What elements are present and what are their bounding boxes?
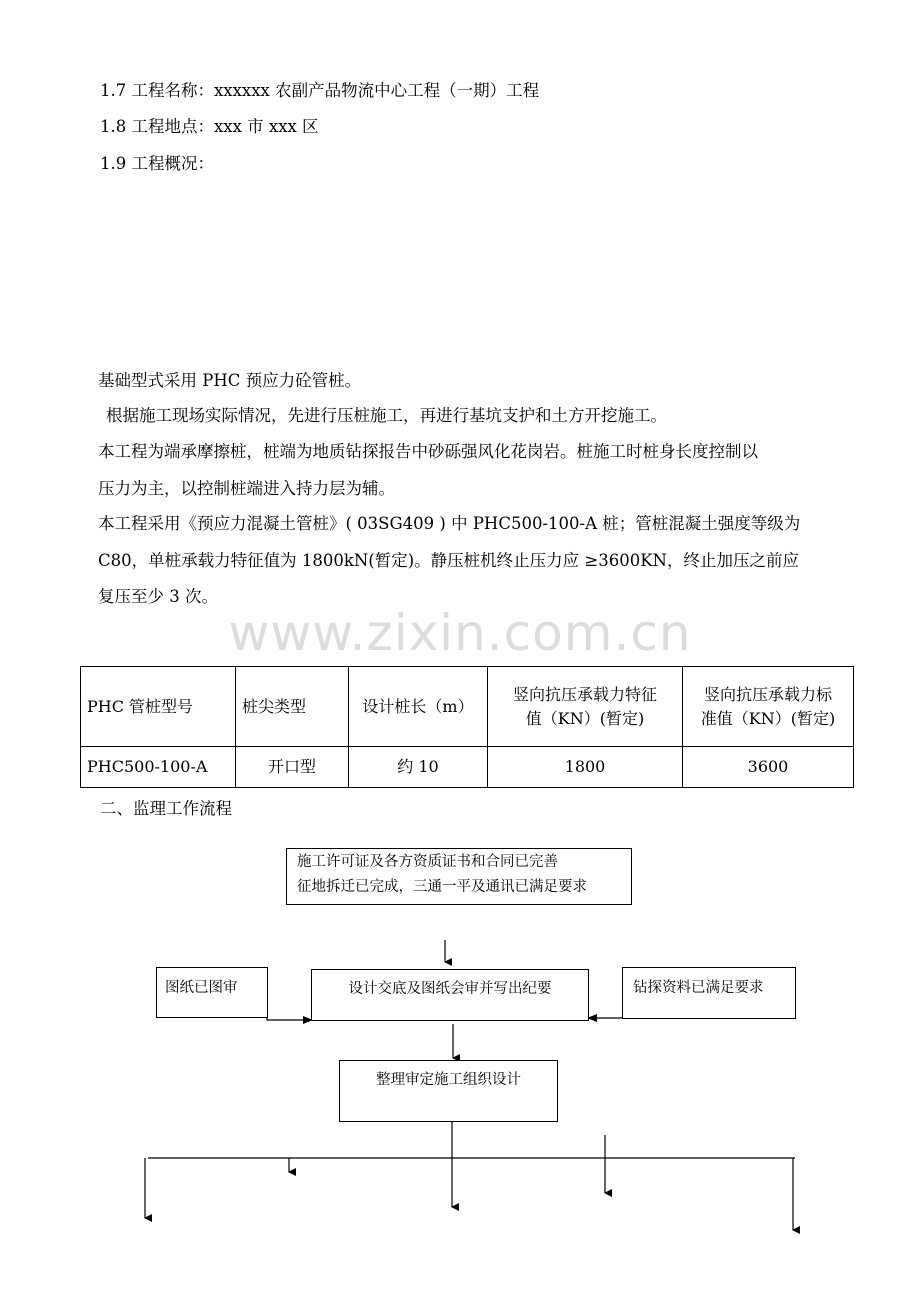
paragraph-pile-type-line1: 本工程为端承摩擦桩，桩端为地质钻探报告中砂砾强风化花岗岩。桩施工时桩身长度控制以 (98, 442, 758, 461)
flow-box-drawings-reviewed (156, 967, 268, 1018)
table-cell-char-value: 1800 (488, 747, 683, 788)
paragraph-foundation-type: 基础型式采用 PHC 预应力砼管桩。 (98, 371, 362, 390)
flow-box-construction-org-design (339, 1060, 558, 1122)
table-cell-tip-type: 开口型 (236, 747, 349, 788)
flow-box-permits-line2: 征地拆迁已完成，三通一平及通讯已满足要求 (297, 879, 587, 895)
flow-box-permits (286, 848, 632, 905)
flow-box-construction-org-design-label: 整理审定施工组织设计 (376, 1072, 521, 1088)
table-cell-model: PHC500-100-A (81, 747, 236, 788)
paragraph-pile-spec-line1: 本工程采用《预应力混凝土管桩》( 03SG409 ) 中 PHC500-100-A 桩；管桩混凝土强度等级为 (98, 514, 801, 533)
flow-box-survey-ready (622, 967, 796, 1019)
arrow-left-to-center (267, 990, 312, 1020)
table-cell-design-length: 约 10 (349, 747, 488, 788)
section-2-title: 二、监理工作流程 (100, 799, 232, 818)
paragraph-pile-spec-line2: C80，单桩承载力特征值为 1800kN(暂定)。静压桩机终止压力应 ≥3600KN，终止加压之前应 (98, 551, 799, 570)
paragraph-pile-type-line2: 压力为主，以控制桩端进入持力层为辅。 (98, 479, 395, 498)
table-header-char-value-line1: 竖向抗压承载力特征 (512, 684, 657, 704)
table-header-tip-type: 桩尖类型 (236, 667, 349, 747)
section-1-8-project-location: 1.8 工程地点：xxx 市 xxx 区 (100, 117, 319, 136)
watermark: www.zixin.com.cn (228, 604, 692, 662)
paragraph-construction-sequence: 根据施工现场实际情况，先进行压桩施工，再进行基坑支护和土方开挖施工。 (106, 406, 667, 425)
table-cell-std-value: 3600 (683, 747, 854, 788)
flow-box-survey-ready-label: 钻探资料已满足要求 (633, 980, 764, 996)
flow-box-design-briefing-label: 设计交底及图纸会审并写出纪要 (348, 981, 552, 997)
table-header-std-value-line1: 竖向抗压承载力标 (703, 684, 832, 704)
table-header-design-length: 设计桩长（m） (349, 667, 488, 747)
section-1-9-project-overview: 1.9 工程概况： (100, 154, 214, 173)
flow-box-permits-line1: 施工许可证及各方资质证书和合同已完善 (297, 854, 558, 870)
table-header-model: PHC 管桩型号 (81, 667, 236, 747)
table-header-char-value-line2: 值（KN）(暂定) (525, 708, 645, 728)
paragraph-pile-spec-line3: 复压至少 3 次。 (98, 587, 218, 606)
flow-box-design-briefing (311, 969, 589, 1021)
section-1-7-project-name: 1.7 工程名称：xxxxxx 农副产品物流中心工程（一期）工程 (100, 81, 540, 100)
flow-box-drawings-reviewed-label: 图纸已图审 (165, 980, 238, 996)
table-header-std-value-line2: 准值（KN）(暂定) (700, 708, 836, 728)
